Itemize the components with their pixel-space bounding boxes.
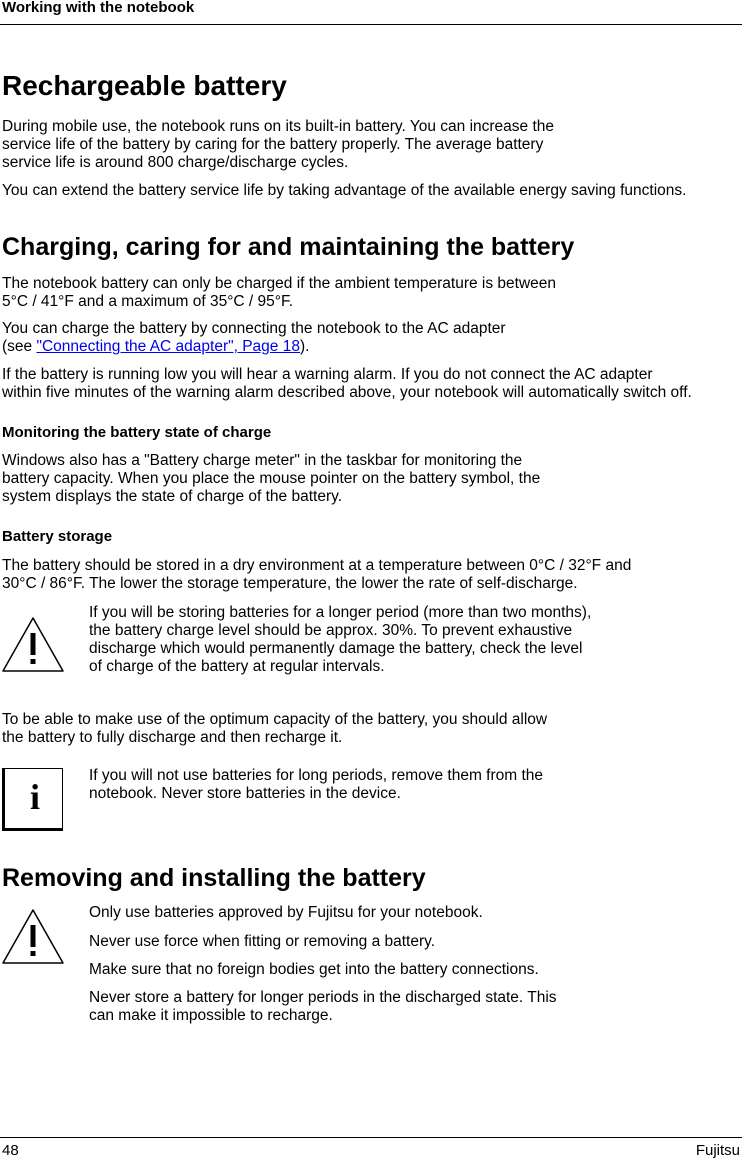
text-line: If you will be storing batteries for a longer period (more than two months), bbox=[89, 604, 592, 621]
subsection-title-monitoring: Monitoring the battery state of charge bbox=[2, 424, 272, 441]
text-line: system displays the state of charge of the battery. bbox=[2, 488, 343, 505]
text-line: You can charge the battery by connecting the notebook to the AC adapter bbox=[2, 320, 506, 337]
paragraph-charge-temperature bbox=[2, 275, 556, 311]
text-line: service life is around 800 charge/discharge cycles. bbox=[2, 154, 349, 171]
text-fragment: ). bbox=[299, 338, 310, 355]
subsection-title-battery-storage: Battery storage bbox=[2, 528, 113, 545]
text-line: battery capacity. When you place the mouse pointer on the battery symbol, the bbox=[2, 470, 541, 487]
paragraph-charge-meter bbox=[2, 452, 540, 506]
text-line bbox=[2, 338, 506, 356]
section-title-rechargeable-battery: Rechargeable battery bbox=[2, 70, 287, 101]
text-line: During mobile use, the notebook runs on its built-in battery. You can increase the bbox=[2, 118, 555, 135]
footer-divider bbox=[0, 1137, 742, 1138]
info-icon bbox=[2, 768, 63, 831]
paragraph-charge-ac-adapter bbox=[2, 320, 506, 356]
text-line: 30°C / 86°F. The lower the storage temperature, the lower the rate of self-discharge. bbox=[2, 575, 578, 592]
text-line: 5°C / 41°F and a maximum of 35°C / 95°F. bbox=[2, 293, 293, 310]
text-line: Windows also has a "Battery charge meter" in the taskbar for monitoring the bbox=[2, 452, 523, 469]
page-number: 48 bbox=[2, 1142, 19, 1159]
info-note-long-periods bbox=[89, 767, 543, 803]
warning-icon bbox=[0, 907, 66, 965]
paragraph-energy-saving: You can extend the battery service life by taking advantage of the available energy saving functions. bbox=[2, 182, 687, 199]
paragraph-warning-alarm bbox=[2, 366, 692, 402]
warning-icon bbox=[0, 615, 66, 673]
text-line: discharge which would permanently damage the battery, check the level bbox=[89, 640, 583, 657]
text-line: Never store a battery for longer periods in the discharged state. This bbox=[89, 989, 557, 1006]
warning-no-force: Never use force when fitting or removing a battery. bbox=[89, 933, 436, 950]
paragraph-storage-conditions bbox=[2, 557, 631, 593]
section-title-removing-installing: Removing and installing the battery bbox=[2, 864, 426, 892]
info-glyph: i bbox=[29, 777, 40, 817]
footer-brand: Fujitsu bbox=[695, 1142, 740, 1159]
paragraph-battery-intro bbox=[2, 118, 554, 172]
text-line: within five minutes of the warning alarm described above, your notebook will automatically switch off. bbox=[2, 384, 692, 401]
header-divider bbox=[0, 24, 742, 25]
warning-approved-batteries: Only use batteries approved by Fujitsu for your notebook. bbox=[89, 904, 483, 921]
warning-discharged-storage bbox=[89, 989, 557, 1025]
running-header: Working with the notebook bbox=[2, 0, 195, 16]
section-title-charging: Charging, caring for and maintaining the battery bbox=[2, 233, 575, 261]
text-line: To be able to make use of the optimum capacity of the battery, you should allow bbox=[2, 711, 548, 728]
paragraph-optimum-capacity bbox=[2, 711, 547, 747]
text-line: of charge of the battery at regular intervals. bbox=[89, 658, 385, 675]
text-line: can make it impossible to recharge. bbox=[89, 1007, 333, 1024]
warning-foreign-bodies: Make sure that no foreign bodies get into the battery connections. bbox=[89, 961, 539, 978]
text-fragment: (see bbox=[2, 338, 37, 355]
warning-note-storage bbox=[89, 604, 591, 676]
text-line: notebook. Never store batteries in the device. bbox=[89, 785, 401, 802]
text-line: the battery to fully discharge and then recharge it. bbox=[2, 729, 343, 746]
text-line: The battery should be stored in a dry environment at a temperature between 0°C / 32°F and bbox=[2, 557, 632, 574]
text-line: the battery charge level should be approx. 30%. To prevent exhaustive bbox=[89, 622, 573, 639]
text-line: If the battery is running low you will hear a warning alarm. If you do not connect the AC adapter bbox=[2, 366, 653, 383]
text-line: service life of the battery by caring for the battery properly. The average battery bbox=[2, 136, 544, 153]
text-line: The notebook battery can only be charged if the ambient temperature is between bbox=[2, 275, 557, 292]
link-connecting-ac-adapter[interactable]: "Connecting the AC adapter", Page 18 bbox=[36, 338, 300, 355]
text-line: If you will not use batteries for long periods, remove them from the bbox=[89, 767, 544, 784]
